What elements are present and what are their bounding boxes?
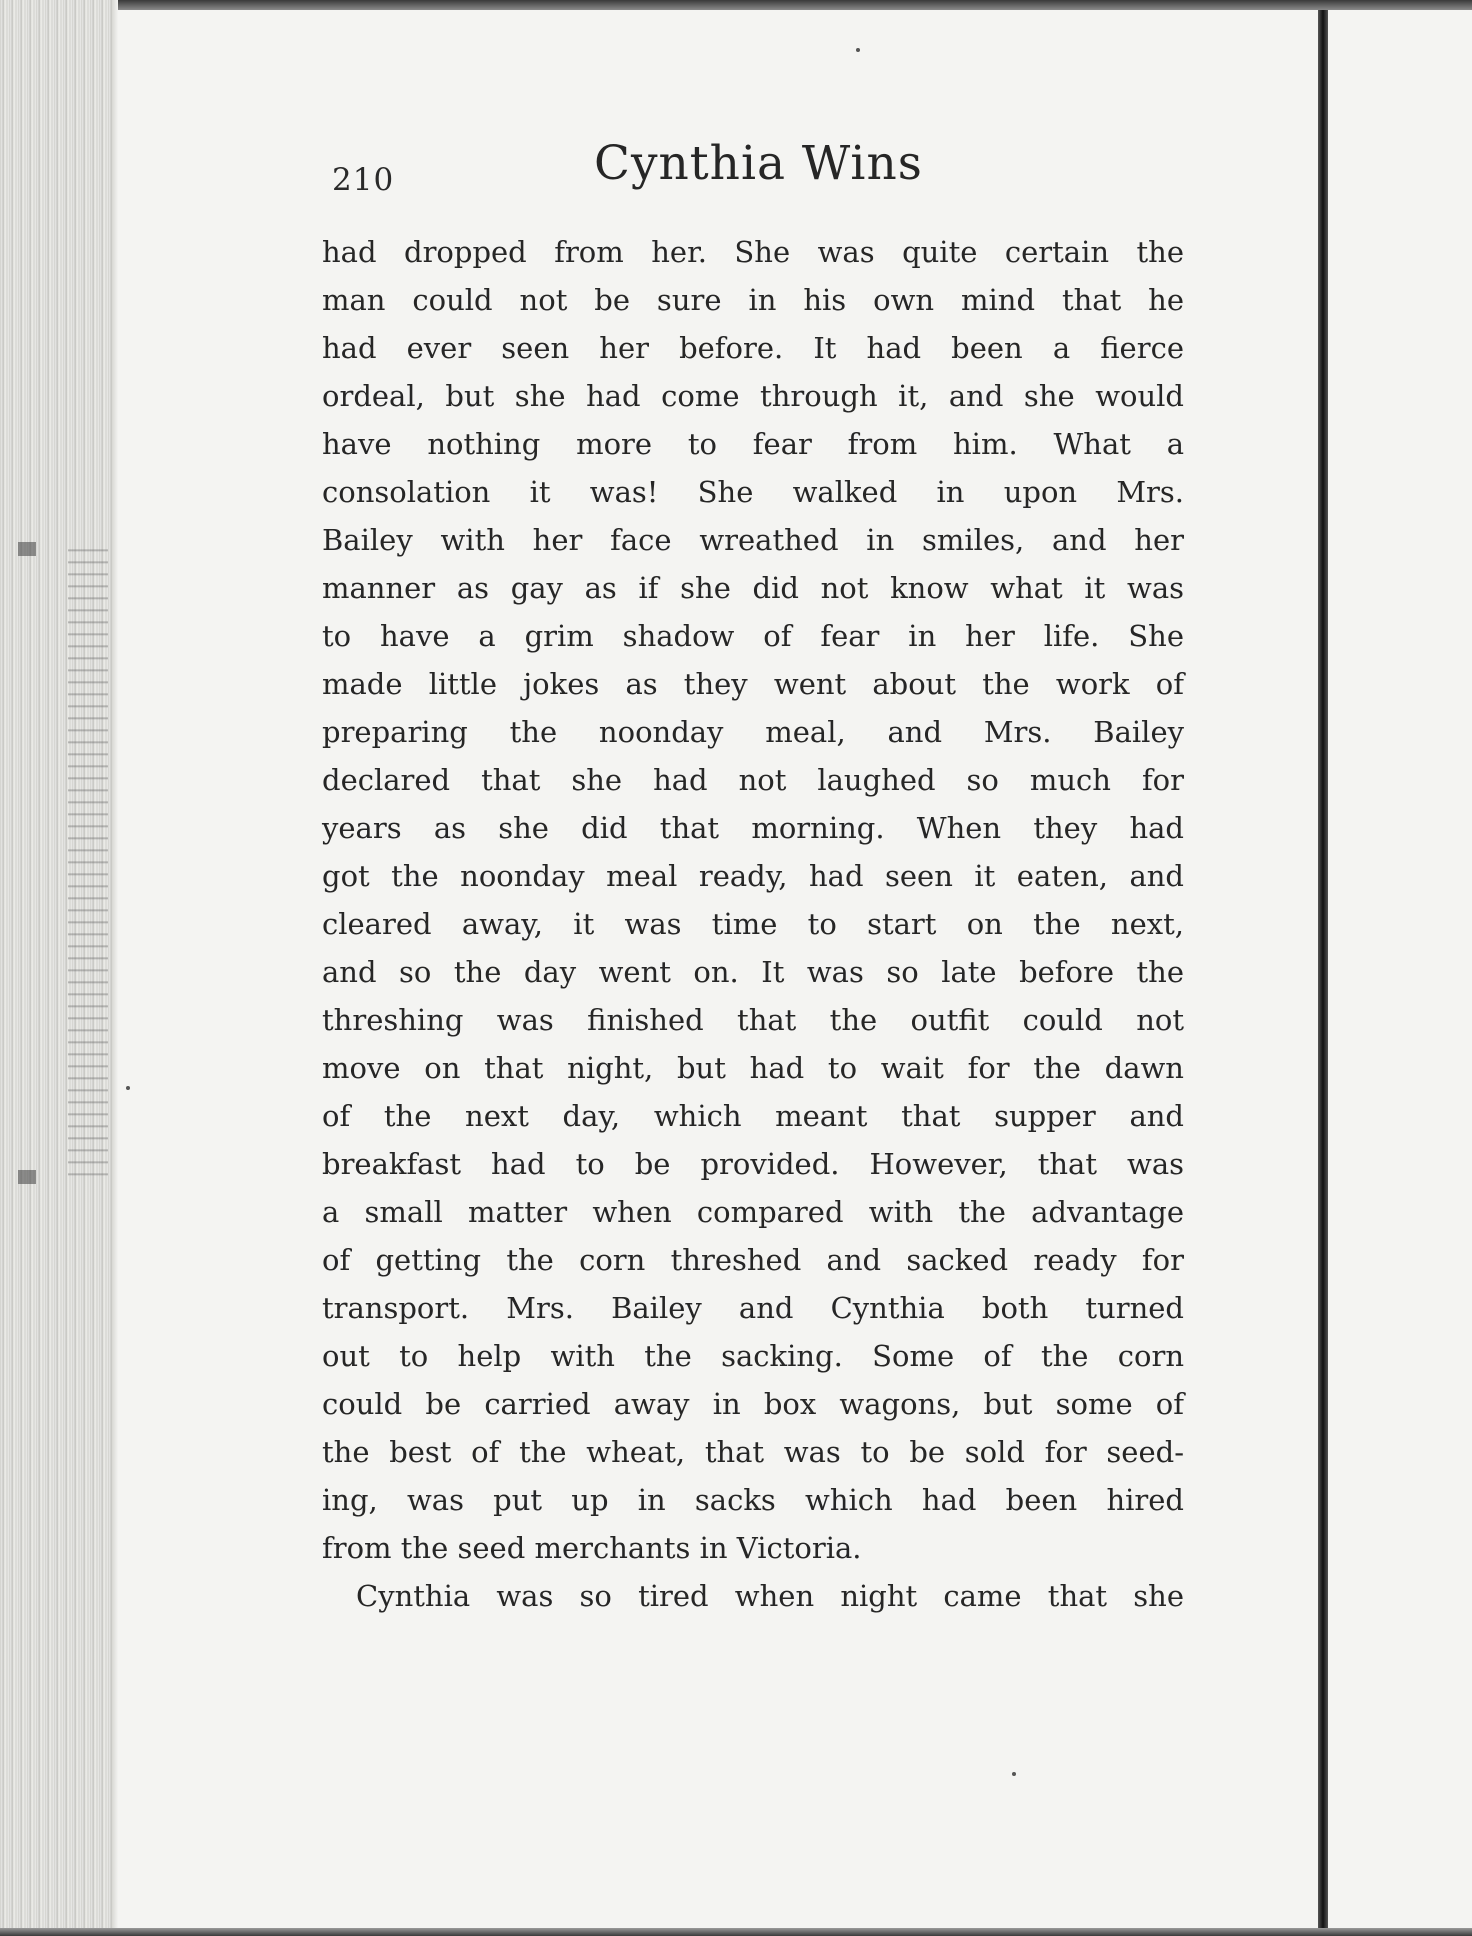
text-line-paragraph-start: Cynthia was so tired when night came that she bbox=[356, 1579, 1184, 1613]
text-line: got the noonday meal ready, had seen it eaten, and bbox=[322, 859, 1184, 893]
text-line: had ever seen her before. It had been a fierce bbox=[322, 331, 1184, 365]
text-line: preparing the noonday meal, and Mrs. Bailey bbox=[322, 715, 1184, 749]
text-line: declared that she had not laughed so much for bbox=[322, 763, 1184, 797]
page-edge-mark bbox=[18, 542, 36, 556]
text-line: the best of the wheat, that was to be sold for seed- bbox=[322, 1435, 1184, 1469]
text-line: made little jokes as they went about the work of bbox=[322, 667, 1184, 701]
body-text bbox=[322, 228, 1184, 1620]
text-line-paragraph-end: from the seed merchants in Victoria. bbox=[322, 1531, 862, 1565]
text-line: cleared away, it was time to start on the next, bbox=[322, 907, 1184, 941]
scan-speck bbox=[1012, 1772, 1016, 1776]
text-line: out to help with the sacking. Some of the corn bbox=[322, 1339, 1184, 1373]
text-line: could be carried away in box wagons, but some of bbox=[322, 1387, 1184, 1421]
page-edge-marks bbox=[68, 540, 108, 1180]
book-gutter bbox=[1318, 10, 1328, 1936]
scanner-top-border bbox=[0, 0, 1472, 10]
page-number: 210 bbox=[332, 162, 395, 198]
scanner-bottom-border bbox=[0, 1928, 1472, 1936]
text-line: to have a grim shadow of fear in her life. She bbox=[322, 619, 1184, 653]
text-line: had dropped from her. She was quite certain the bbox=[322, 235, 1184, 269]
text-line: breakfast had to be provided. However, that was bbox=[322, 1147, 1184, 1181]
scan-speck bbox=[126, 1086, 130, 1090]
scan-speck bbox=[856, 48, 860, 52]
text-line: move on that night, but had to wait for the dawn bbox=[322, 1051, 1184, 1085]
text-line: years as she did that morning. When they had bbox=[322, 811, 1184, 845]
text-line: transport. Mrs. Bailey and Cynthia both turned bbox=[322, 1291, 1184, 1325]
text-line: Bailey with her face wreathed in smiles, and her bbox=[322, 523, 1184, 557]
text-line: manner as gay as if she did not know what it was bbox=[322, 571, 1184, 605]
book-page-edges bbox=[0, 0, 118, 1936]
text-line: threshing was finished that the outfit could not bbox=[322, 1003, 1184, 1037]
text-line: ordeal, but she had come through it, and she would bbox=[322, 379, 1184, 413]
facing-page bbox=[1328, 10, 1472, 1936]
text-line: of the next day, which meant that supper and bbox=[322, 1099, 1184, 1133]
text-line: a small matter when compared with the advantage bbox=[322, 1195, 1184, 1229]
text-line: ing, was put up in sacks which had been hired bbox=[322, 1483, 1184, 1517]
text-line: and so the day went on. It was so late before the bbox=[322, 955, 1184, 989]
running-title: Cynthia Wins bbox=[594, 136, 923, 191]
running-header bbox=[332, 132, 1182, 212]
text-line: have nothing more to fear from him. What a bbox=[322, 427, 1184, 461]
text-line: man could not be sure in his own mind that he bbox=[322, 283, 1184, 317]
text-line: of getting the corn threshed and sacked ready for bbox=[322, 1243, 1184, 1277]
page-edge-mark bbox=[18, 1170, 36, 1184]
text-line: consolation it was! She walked in upon Mrs. bbox=[322, 475, 1184, 509]
